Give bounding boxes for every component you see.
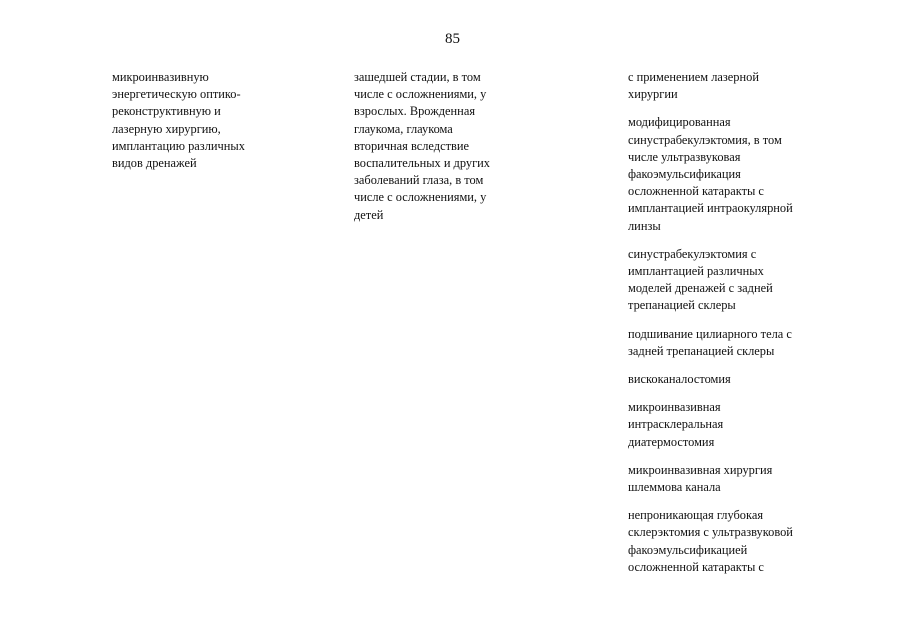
text-line: видов дренажей <box>112 156 197 171</box>
text-line: числе с осложнениями, у <box>354 87 487 102</box>
text-line: микроинвазивную <box>112 70 209 84</box>
text-line: модифицированная <box>628 115 731 130</box>
text-line: микроинвазивная <box>628 400 721 415</box>
text-line: микроинвазивная хирургия <box>628 462 773 477</box>
text-line: заболеваний глаза, в том <box>354 173 484 188</box>
procedure-paragraph <box>628 114 843 234</box>
text-line: взрослых. Врожденная <box>354 104 476 119</box>
text-line: синустрабекулэктомия с <box>628 246 757 261</box>
text-line: реконструктивную и <box>112 104 221 119</box>
text-line: осложненной катаракты с <box>628 184 764 199</box>
procedure-paragraph <box>628 69 843 103</box>
text-line: трепанацией склеры <box>628 298 736 313</box>
procedures-column <box>628 69 843 587</box>
text-line: задней трепанацией склеры <box>628 343 775 358</box>
procedure-paragraph <box>628 462 843 496</box>
text-line: зашедшей стадии, в том <box>354 70 481 84</box>
method-paragraph <box>112 69 282 172</box>
text-line: глаукома, глаукома <box>354 121 453 136</box>
procedure-paragraph <box>628 507 843 576</box>
text-line: хирургии <box>628 87 678 102</box>
diagnosis-paragraph <box>354 69 529 224</box>
text-line: имплантацией интраокулярной <box>628 201 793 216</box>
text-line: факоэмульсификацией <box>628 542 748 557</box>
text-line: детей <box>354 207 384 222</box>
text-line: подшивание цилиарного тела с <box>628 326 792 341</box>
text-line: энергетическую оптико- <box>112 87 241 102</box>
diagnosis-column <box>354 69 529 235</box>
text-line: шлеммова канала <box>628 480 721 495</box>
text-line: числе ультразвуковая <box>628 149 741 164</box>
text-line: числе с осложнениями, у <box>354 190 487 205</box>
text-line: вторичная вследствие <box>354 138 469 153</box>
text-line: склерэктомия с ультразвуковой <box>628 525 793 540</box>
text-line: воспалительных и других <box>354 156 490 171</box>
text-line: вискоканалостомия <box>628 372 731 387</box>
text-line: факоэмульсификация <box>628 167 741 182</box>
text-line: моделей дренажей с задней <box>628 281 773 296</box>
text-line: имплантацию различных <box>112 138 245 153</box>
text-line: лазерную хирургию, <box>112 121 221 136</box>
treatment-method-column <box>112 69 282 183</box>
text-line: линзы <box>628 218 661 233</box>
procedure-paragraph <box>628 246 843 315</box>
text-line: непроникающая глубокая <box>628 508 764 523</box>
page-number: 85 <box>445 31 460 47</box>
procedure-paragraph <box>628 399 843 451</box>
procedure-paragraph <box>628 326 843 360</box>
text-line: интрасклеральная <box>628 417 724 432</box>
text-line: синустрабекулэктомия, в том <box>628 132 782 147</box>
text-line: диатермостомия <box>628 434 715 449</box>
text-line: осложненной катаракты с <box>628 559 764 574</box>
text-line: с применением лазерной <box>628 70 759 84</box>
procedure-paragraph <box>628 371 843 388</box>
text-line: имплантацией различных <box>628 264 764 279</box>
